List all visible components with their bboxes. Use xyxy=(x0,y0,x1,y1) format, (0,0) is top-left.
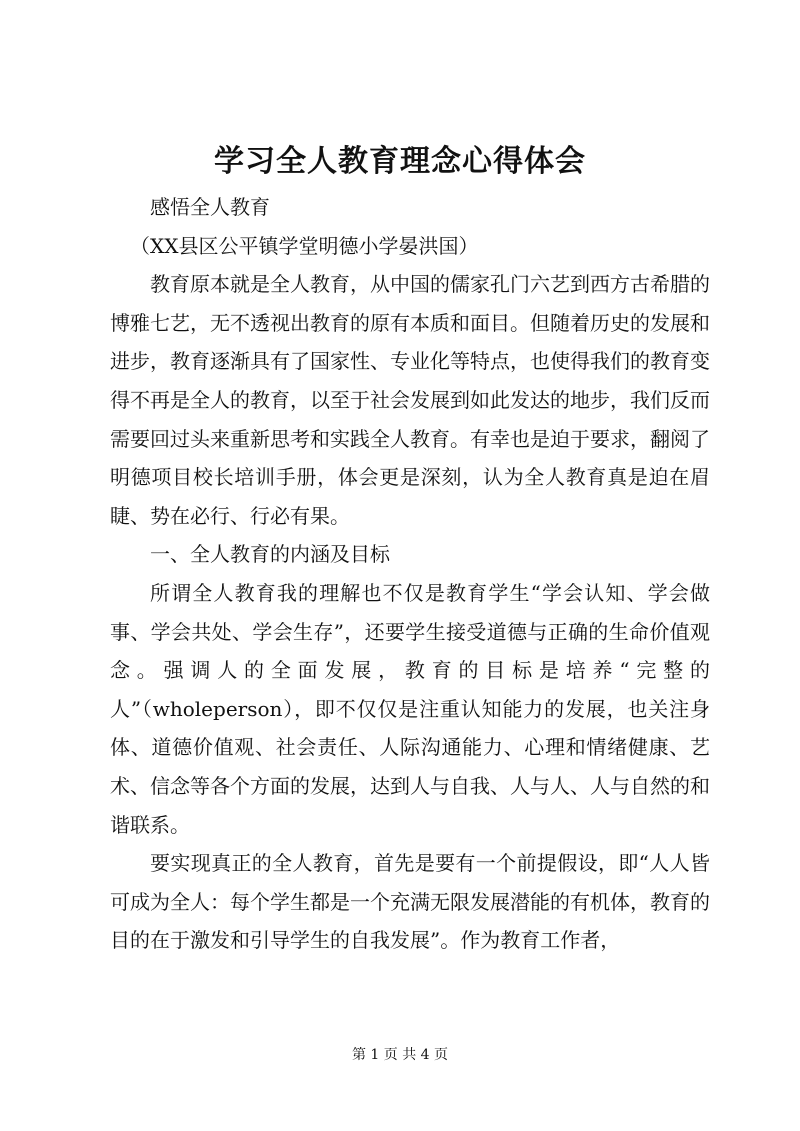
paragraph: 教育原本就是全人教育，从中国的儒家孔门六艺到西方古希腊的博雅七艺，无不透视出教育的原有本质和面目。但随着历史的发展和进步，教育逐渐具有了国家性、专业化等特点，也使得我们的教育变得不再是全人的教育，以至于社会发展到如此发达的地步，我们反而需要回过头来重新思考和实践全人教育。有幸也是迫于要求，翻阅了明德项目校长培训手册，体会更是深刻，认为全人教育真是迫在眉睫、势在必行、行必有果。 xyxy=(110,272,710,528)
document-subtitle: 感悟全人教育 xyxy=(150,195,270,219)
document-title: 学习全人教育理念心得体会 xyxy=(214,144,586,179)
document-body xyxy=(110,188,710,960)
paragraph: 要实现真正的全人教育，首先是要有一个前提假设，即“人人皆可成为全人：每个学生都是一个充满无限发展潜能的有机体，教育的目的在于激发和引导学生的自我发展”。作为教育工作者， xyxy=(110,851,710,953)
author-line: （XX县区公平镇学堂明德小学晏洪国） xyxy=(130,233,479,258)
paragraph: 所谓全人教育我的理解也不仅是教育学生“学会认知、学会做事、学会共处、学会生存”，还要学生接受道德与正确的生命价值观念。强调人的全面发展，教育的目标是培养“完整的人”（wholeperson），即不仅仅是注重认知能力的发展，也关注身体、道德价值观、社会责任、人际沟通能力、心理和情绪健康、艺术、信念等各个方面的发展，达到人与自我、人与人、人与自然的和谐联系。 xyxy=(110,580,710,837)
page-footer: 第 1 页 共 4 页 xyxy=(351,1047,449,1063)
section-heading: 一、全人教育的内涵及目标 xyxy=(150,542,390,567)
